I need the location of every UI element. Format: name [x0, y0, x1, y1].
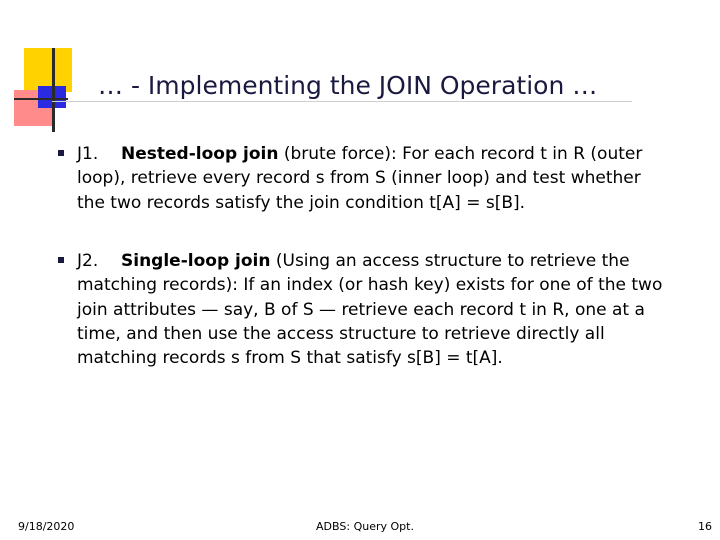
footer-page-number: 16 — [698, 520, 712, 533]
bullet-number: J2. — [77, 251, 99, 271]
bullet-body: (brute force): For each record t in R (outer loop), retrieve every record s from S (inner loop) and test whether the two records satisfy the join condition t[A] = s[B]. — [77, 144, 643, 213]
bullet-text — [77, 142, 669, 215]
decor-horizontal-line — [14, 98, 68, 100]
bullet-square-icon — [58, 257, 64, 263]
bullet-number: J1. — [77, 144, 99, 164]
bullet-term: Nested-loop join — [121, 144, 279, 164]
slide-title: … - Implementing the JOIN Operation … — [98, 71, 598, 100]
bullet-body: (Using an access structure to retrieve the matching records): If an index (or hash key) exists for one of the two join attributes — say, B of S — retrieve each record t in R, one at a time, and then use the access structure to retrieve directly all matching records s from S that satisfy s[B] = t[A]. — [77, 251, 663, 369]
decor-vertical-line — [52, 48, 55, 132]
bullet-term: Single-loop join — [121, 251, 271, 271]
bullet-text — [77, 249, 669, 370]
footer-course-title: ADBS: Query Opt. — [316, 520, 414, 533]
footer-date: 9/18/2020 — [18, 520, 75, 533]
bullet-square-icon — [58, 150, 64, 156]
